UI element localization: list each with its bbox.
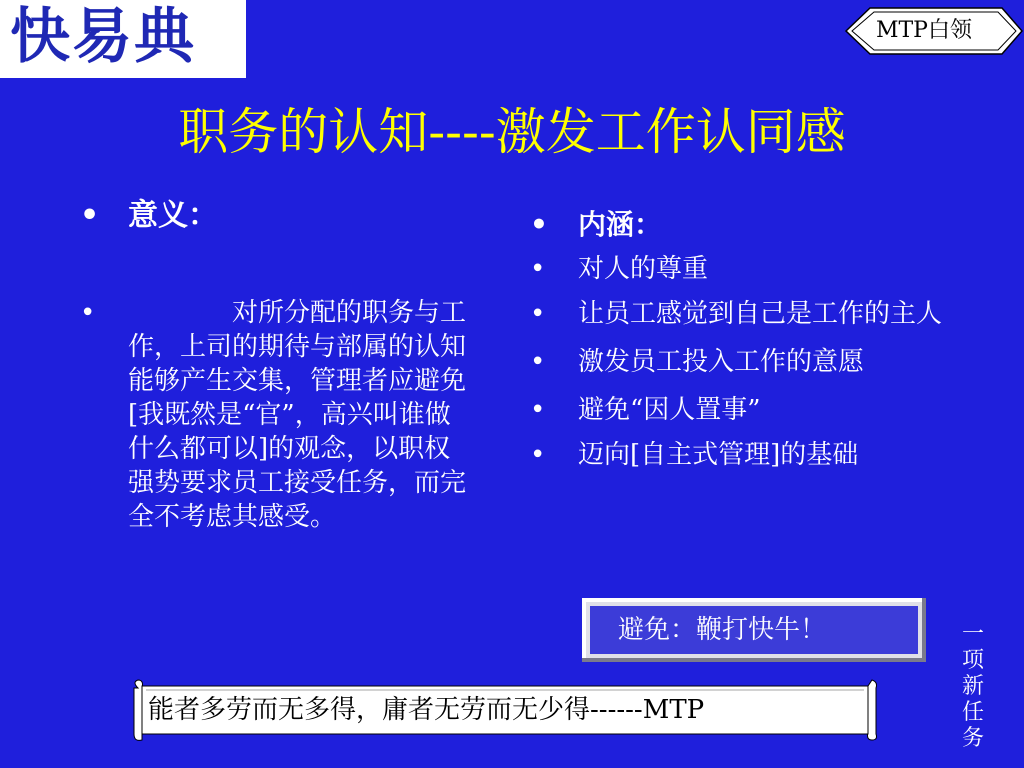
meaning-body-item <box>80 296 470 534</box>
side-label-char: 新 <box>961 674 984 699</box>
bullet-icon: • <box>80 298 96 328</box>
bullet-icon: • <box>530 254 546 284</box>
bullet-icon: • <box>80 198 100 233</box>
side-label <box>958 622 988 752</box>
badge-label: MTP白领 <box>875 18 972 43</box>
side-label-char: 务 <box>961 726 984 751</box>
bullet-icon: • <box>530 347 546 377</box>
side-label-char: 一 <box>961 622 984 647</box>
logo-text: 快易典 <box>10 2 196 72</box>
quote-scroll <box>130 678 880 742</box>
callout-box <box>582 598 926 662</box>
slide-title: 职务的认知----激发工作认同感 <box>178 103 846 161</box>
logo <box>0 0 246 78</box>
callout-text: 避免：鞭打快牛！ <box>590 606 918 654</box>
list-item <box>530 439 950 472</box>
bullet-icon: • <box>530 395 546 425</box>
list-item <box>530 298 950 331</box>
list-item <box>530 394 950 427</box>
mtp-badge <box>824 0 1024 62</box>
bullet-icon: • <box>530 440 546 470</box>
meaning-heading: 意义： <box>128 198 218 233</box>
list-item-text: 对人的尊重 <box>578 254 709 284</box>
quote-text: 能者多劳而无多得，庸者无劳而无少得------MTP <box>148 695 705 725</box>
connotation-heading: 内涵： <box>578 208 663 241</box>
meaning-heading-item <box>80 196 470 236</box>
list-item-text: 避免“因人置事” <box>578 395 761 425</box>
list-item <box>530 253 950 286</box>
side-label-char: 项 <box>961 648 984 673</box>
bullet-icon: • <box>530 208 548 241</box>
meaning-body: 对所分配的职务与工作，上司的期待与部属的认知能够产生交集，管理者应避免[我既然是“官”，高兴叫谁做什么都可以]的观念，以职权强势要求员工接受任务，而完全不考虑其感受。 <box>128 298 467 532</box>
list-item-text: 迈向[自主式管理]的基础 <box>578 440 859 470</box>
list-item-text: 让员工感觉到自己是工作的主人 <box>578 299 943 329</box>
connotation-column <box>530 208 950 487</box>
bullet-icon: • <box>530 299 546 329</box>
list-item <box>530 346 950 379</box>
list-item-text: 激发员工投入工作的意愿 <box>578 347 865 377</box>
meaning-column <box>80 196 470 534</box>
connotation-heading-item <box>530 208 950 241</box>
side-label-char: 任 <box>961 700 984 725</box>
